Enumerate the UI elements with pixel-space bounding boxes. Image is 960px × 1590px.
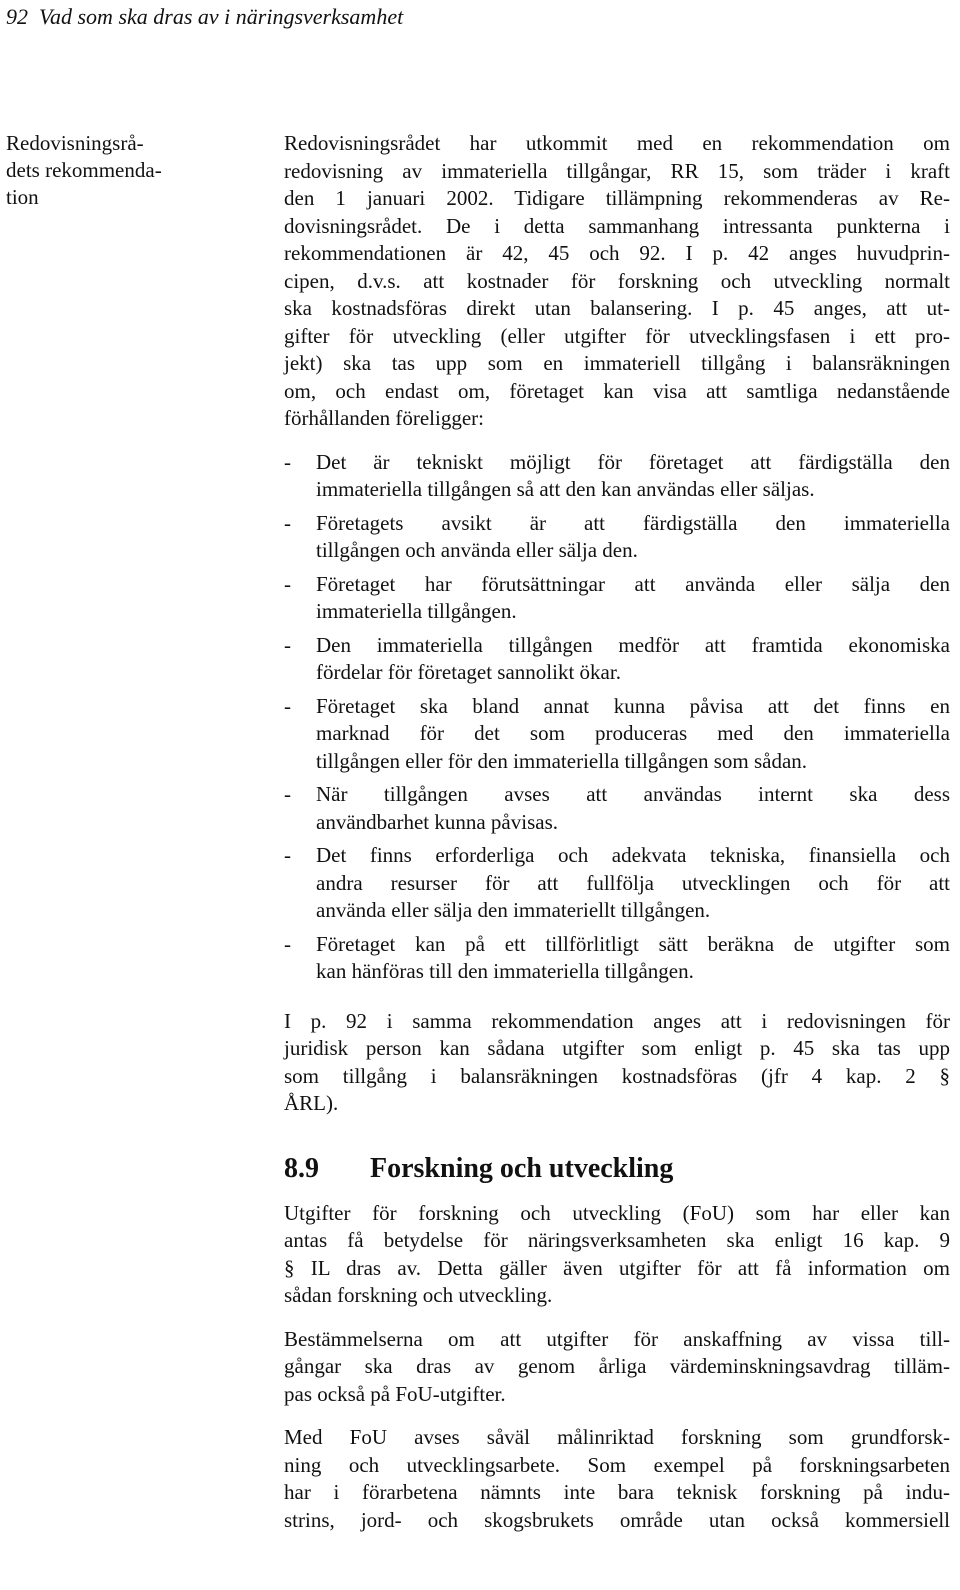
text-line: förhållanden föreligger: xyxy=(284,406,484,430)
list-dash: - xyxy=(284,693,291,718)
main-text xyxy=(284,130,950,1534)
text-line: I p. 92 i samma rekommendation anges att i redovisningen för xyxy=(284,1008,950,1033)
list-dash: - xyxy=(284,931,291,956)
section-paragraph xyxy=(284,1200,950,1310)
list-item xyxy=(284,571,950,626)
text-line: antas få betydelse för näringsverksamheten ska enligt 16 kap. 9 xyxy=(284,1228,950,1252)
text-line: marknad för det som produceras med den immateriella xyxy=(316,721,950,745)
text-line: om, och endast om, företaget kan visa att samtliga nedanstående xyxy=(284,378,950,403)
text-line: § IL dras av. Detta gäller även utgifter för att få information om xyxy=(284,1255,950,1280)
text-line: immateriella tillgången. xyxy=(316,599,517,623)
list-dash: - xyxy=(284,510,291,535)
page-header xyxy=(6,2,403,32)
text-line: dovisningsrådet. De i detta sammanhang intressanta punkterna i xyxy=(284,213,950,238)
margin-heading-line: Redovisningsrå- xyxy=(6,131,144,155)
list-item xyxy=(284,632,950,687)
list-item xyxy=(284,842,950,925)
margin-heading xyxy=(6,130,176,211)
text-line: gångar ska dras av genom årliga värdeminskningsavdrag tilläm- xyxy=(284,1354,950,1378)
section-paragraph xyxy=(284,1326,950,1409)
text-line: rekommendationen är 42, 45 och 92. I p. 42 anges huvudprin- xyxy=(284,241,950,265)
section-title: Forskning och utveckling xyxy=(370,1152,674,1184)
section-heading xyxy=(284,1152,950,1186)
text-line: tillgången och använda eller sälja den. xyxy=(316,538,638,562)
text-line: kan hänföras till den immateriella tillgången. xyxy=(316,959,694,983)
text-line: sådan forskning och utveckling. xyxy=(284,1283,553,1307)
text-line: Företaget har förutsättningar att använda eller sälja den xyxy=(316,571,950,596)
text-line: ska kostnadsföras direkt utan balansering. I p. 45 anges, att ut- xyxy=(284,296,950,320)
list-dash: - xyxy=(284,843,291,867)
text-line: Det finns erforderliga och adekvata tekniska, finansiella och xyxy=(316,843,950,867)
section-paragraph xyxy=(284,1424,950,1534)
criteria-list xyxy=(284,449,950,986)
text-line: cipen, d.v.s. att kostnader för forskning och utveckling normalt xyxy=(284,268,950,293)
list-dash: - xyxy=(284,632,291,657)
text-line: Den immateriella tillgången medför att framtida ekonomiska xyxy=(316,632,950,657)
text-line: använda eller sälja den immateriellt tillgången. xyxy=(316,898,711,922)
text-line: ÅRL). xyxy=(284,1091,339,1115)
text-line: immateriella tillgången så att den kan användas eller säljas. xyxy=(316,477,815,501)
text-line: Företagets avsikt är att färdigställa den immateriella xyxy=(316,510,950,535)
text-line: fördelar för företaget sannolikt ökar. xyxy=(316,660,621,684)
running-title: Vad som ska dras av i näringsverksamhet xyxy=(39,4,404,29)
text-line: Redovisningsrådet har utkommit med en rekommendation om xyxy=(284,131,950,155)
text-line: Företaget kan på ett tillförlitligt sätt beräkna de utgifter som xyxy=(316,931,950,956)
list-dash: - xyxy=(284,782,291,806)
text-line: tillgången eller för den immateriella tillgången som sådan. xyxy=(316,748,808,773)
text-line: Det är tekniskt möjligt för företaget att färdigställa den xyxy=(316,449,950,474)
text-line: Företaget ska bland annat kunna påvisa att det finns en xyxy=(316,693,950,718)
text-line: den 1 januari 2002. Tidigare tillämpning rekommenderas av Re- xyxy=(284,186,950,210)
intro-paragraph xyxy=(284,130,950,433)
list-item xyxy=(284,449,950,504)
list-dash: - xyxy=(284,571,291,596)
list-item xyxy=(284,781,950,836)
text-line: Utgifter för forskning och utveckling (FoU) som har eller kan xyxy=(284,1200,950,1225)
text-line: som tillgång i balansräkningen kostnadsföras (jfr 4 kap. 2 § xyxy=(284,1063,950,1088)
text-line: juridisk person kan sådana utgifter som enligt p. 45 ska tas upp xyxy=(284,1036,950,1060)
list-item xyxy=(284,510,950,565)
text-line: redovisning av immateriella tillgångar, RR 15, som träder i kraft xyxy=(284,158,950,183)
text-line: När tillgången avses att användas internt ska dess xyxy=(316,782,950,806)
page-number: 92 xyxy=(6,4,28,29)
text-line: användbarhet kunna påvisas. xyxy=(316,809,559,834)
text-line: har i förarbetena nämnts inte bara teknisk forskning på indu- xyxy=(284,1480,950,1504)
margin-heading-line: dets rekommenda- xyxy=(6,158,162,182)
text-line: Med FoU avses såväl målinriktad forskning som grundforsk- xyxy=(284,1425,950,1449)
list-dash: - xyxy=(284,449,291,474)
text-line: ning och utvecklingsarbete. Som exempel på forskningsarbeten xyxy=(284,1452,950,1477)
text-line: gifter för utveckling (eller utgifter för utvecklingsfasen i ett pro- xyxy=(284,323,950,348)
text-line: pas också på FoU-utgifter. xyxy=(284,1381,506,1406)
section-number: 8.9 xyxy=(284,1152,319,1184)
text-line: strins, jord- och skogsbrukets område utan också kommersiell xyxy=(284,1507,950,1532)
margin-heading-line: tion xyxy=(6,185,39,209)
list-item xyxy=(284,931,950,986)
p92-paragraph xyxy=(284,1008,950,1118)
text-line: andra resurser för att fullfölja utvecklingen och för att xyxy=(316,870,950,895)
list-item xyxy=(284,693,950,776)
text-line: jekt) ska tas upp som en immateriell tillgång i balansräkningen xyxy=(284,351,950,375)
text-line: Bestämmelserna om att utgifter för anskaffning av vissa till- xyxy=(284,1326,950,1351)
